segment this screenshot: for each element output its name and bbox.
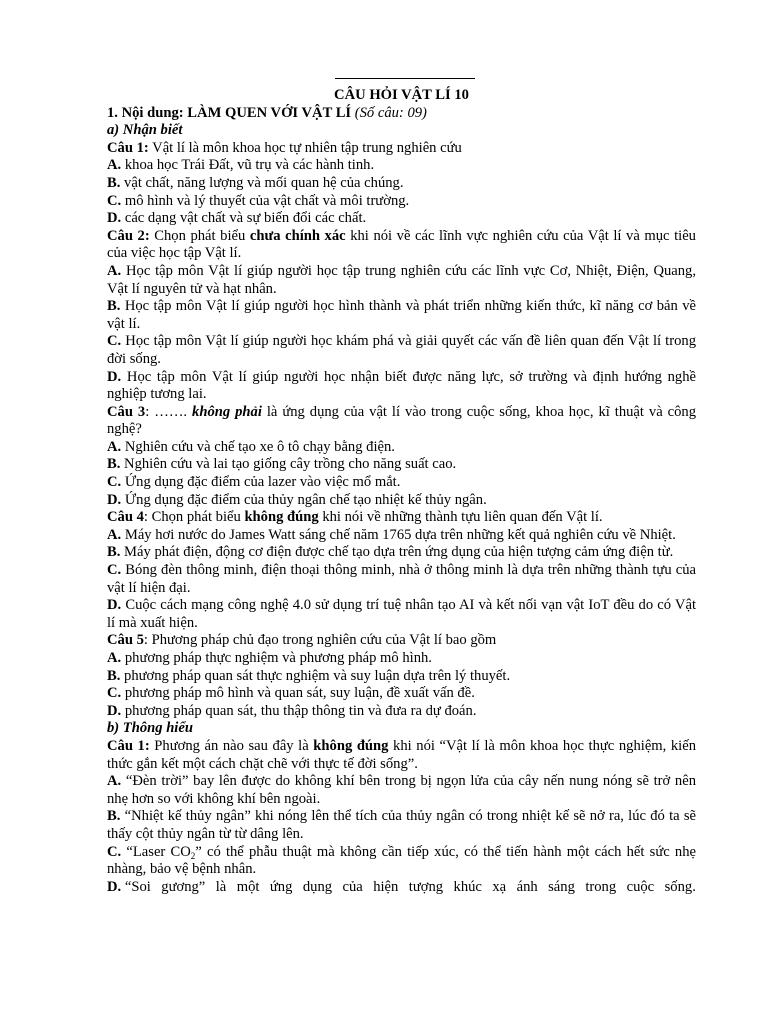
section-name: LÀM QUEN VỚI VẬT LÍ <box>187 104 352 121</box>
question-label: Câu 5 <box>107 632 144 649</box>
q1-option-d <box>107 210 696 228</box>
question-emphasis: không đúng <box>313 737 389 754</box>
question-text: Vật lí là môn khoa học tự nhiên tập trung nghiên cứu <box>148 139 462 156</box>
option-word: một <box>236 878 260 895</box>
option-text: phương pháp quan sát, thu thập thông tin và đưa ra dự đoán. <box>121 702 477 719</box>
option-key: C. <box>107 843 122 860</box>
question-emphasis: không phải <box>192 403 262 420</box>
question-label: Câu 4 <box>107 509 144 526</box>
section-heading <box>107 105 696 123</box>
option-text: Học tập môn Vật lí giúp người học hình thành và phát triển những kiến thức, kĩ năng cơ bản về vật lí. <box>107 298 696 332</box>
q1-option-c <box>107 193 696 211</box>
question-text: Chọn phát biểu <box>149 227 250 244</box>
question-text: khi nói “Vật lí là môn khoa học thực nghiệm, kiến thức gắn kết một cách chặt chẽ với thực tế đời sống”. <box>107 737 696 772</box>
option-key: A. <box>107 157 122 174</box>
option-key: B. <box>107 808 121 825</box>
option-word: sáng <box>548 878 575 895</box>
q4-option-a <box>107 527 696 545</box>
option-text: phương pháp mô hình và quan sát, suy luận, đề xuất vấn đề. <box>121 685 475 702</box>
option-key: B. <box>107 174 121 191</box>
q3-option-d <box>107 492 696 510</box>
question-text: khi nói về các lĩnh vực nghiên cứu của Vật lí và mục tiêu của việc học tập Vật lí. <box>107 227 696 262</box>
b1-option-a <box>107 773 696 808</box>
option-word: “Soi <box>124 878 151 895</box>
question-text: là ứng dụng của vật lí vào trong cuộc sống, khoa học, kĩ thuật và công nghệ? <box>107 403 697 438</box>
option-key: D. <box>107 491 122 508</box>
option-key: C. <box>107 474 122 491</box>
subscript: 2 <box>190 850 196 861</box>
option-word: trong <box>585 878 617 895</box>
part-b-heading: b) Thông hiểu <box>107 720 193 737</box>
option-text: Học tập môn Vật lí giúp người học nhận biết được năng lực, sở trường và định hướng nghề nghiệp tương lai. <box>107 368 696 403</box>
question-label: Câu 1: <box>107 139 149 156</box>
q1-option-b <box>107 175 696 193</box>
section-number: 1. Nội dung: <box>107 104 188 121</box>
option-key: B. <box>107 298 121 315</box>
option-text: Máy hơi nước do James Watt sáng chế năm 1765 dựa trên những kết quả nghiên cứu về Nhiệt. <box>121 526 676 543</box>
option-text: Bóng đèn thông minh, điện thoại thông minh, nhà ở thông minh là dựa trên những thành tựu của vật lí hiện đại. <box>107 562 696 596</box>
question-3 <box>107 404 696 439</box>
option-key: A. <box>107 438 122 455</box>
option-text: ” có thể phẫu thuật mà không cần tiếp xúc, có thể tiến hành một cách hết sức nhẹ nhàng, bảo vệ bệnh nhân. <box>107 843 696 878</box>
question-text: khi nói về những thành tựu liên quan đến Vật lí. <box>318 509 603 526</box>
option-key: D. <box>107 368 122 385</box>
q2-option-b <box>107 298 696 333</box>
question-emphasis: chưa chính xác <box>249 227 346 244</box>
b1-option-d <box>107 879 696 897</box>
option-word: tượng <box>408 878 444 895</box>
q3-option-c <box>107 474 696 492</box>
option-key: B. <box>107 667 121 684</box>
option-text: Máy phát điện, động cơ điện được chế tạo dựa trên ứng dụng của hiện tượng cảm ứng điện từ. <box>120 544 674 561</box>
option-key: D. <box>107 878 122 895</box>
question-label: Câu 1: <box>107 737 150 754</box>
option-key: A. <box>107 262 122 279</box>
question-1 <box>107 140 696 158</box>
question-text: : ……. <box>145 403 193 420</box>
q5-option-c <box>107 685 696 703</box>
option-word: ứng <box>269 878 293 895</box>
question-5 <box>107 632 696 650</box>
option-text: Nghiên cứu và chế tạo xe ô tô chạy bằng điện. <box>121 438 395 455</box>
header-rule <box>335 78 475 79</box>
option-word: của <box>342 878 363 895</box>
option-text: Học tập môn Vật lí giúp người học tập trung nghiên cứu các lĩnh vực Cơ, Nhiệt, Điện, Quang, Vật lí nguyên tử và hạt nhân. <box>107 262 696 297</box>
question-b1 <box>107 738 696 773</box>
question-4 <box>107 509 696 527</box>
document-body <box>107 78 696 896</box>
option-text: vật chất, năng lượng và mối quan hệ của chúng. <box>120 174 404 191</box>
option-key: A. <box>107 773 122 790</box>
b1-option-b <box>107 808 696 843</box>
q4-option-d <box>107 597 696 632</box>
option-text: phương pháp quan sát thực nghiệm và suy luận dựa trên lý thuyết. <box>120 667 511 684</box>
question-count: (Số câu: 09) <box>351 104 427 121</box>
q1-option-a <box>107 157 696 175</box>
option-text: “Đèn trời” bay lên được do không khí bên trong bị ngọn lửa của cây nến nung nóng sẽ trở nên nhẹ hơn so với không khí bên ngoài. <box>107 773 696 807</box>
b1-option-c <box>107 844 696 879</box>
option-key: B. <box>107 456 121 473</box>
option-key: C. <box>107 192 122 209</box>
option-text: “Laser CO <box>121 843 191 860</box>
question-label: Câu 3 <box>107 403 146 420</box>
option-text: phương pháp thực nghiệm và phương pháp mô hình. <box>121 650 432 666</box>
option-word: xạ <box>492 878 507 895</box>
q3-option-a <box>107 439 696 457</box>
option-word: cuộc <box>626 878 655 895</box>
question-text: Phương án nào sau đây là <box>149 737 314 754</box>
option-word: dụng <box>302 878 333 895</box>
option-word: hiện <box>373 878 399 895</box>
q4-option-c <box>107 562 696 597</box>
option-text: Cuộc cách mạng công nghệ 4.0 sử dụng trí tuệ nhân tạo AI và kết nối vạn vật IoT đều do có Vật lí mà xuất hiện. <box>107 597 696 631</box>
option-word: gương” <box>161 878 206 895</box>
option-key: C. <box>107 562 122 579</box>
option-text: mô hình và lý thuyết của vật chất và môi trường. <box>121 192 410 209</box>
option-d-first <box>107 879 151 897</box>
option-key: A. <box>107 526 122 543</box>
option-key: D. <box>107 210 122 227</box>
question-label: Câu 2: <box>107 227 150 244</box>
option-key: C. <box>107 333 122 350</box>
option-text: khoa học Trái Đất, vũ trụ và các hành tinh. <box>121 157 375 174</box>
q2-option-c <box>107 333 696 368</box>
option-word: là <box>215 878 227 895</box>
option-key: D. <box>107 702 122 719</box>
option-word: sống. <box>664 878 696 895</box>
q5-option-d <box>107 703 696 721</box>
q3-option-b <box>107 456 696 474</box>
part-a-heading: a) Nhận biết <box>107 122 183 139</box>
q5-option-b <box>107 668 696 686</box>
q2-option-d <box>107 369 696 404</box>
page-title: CÂU HỎI VẬT LÍ 10 <box>334 87 469 103</box>
q2-option-a <box>107 263 696 298</box>
option-text: các dạng vật chất và sự biến đổi các chất. <box>121 210 367 227</box>
option-key: A. <box>107 650 122 666</box>
option-word: khúc <box>453 878 482 895</box>
option-text: Ứng dụng đặc điểm của lazer vào việc mổ mắt. <box>121 474 401 491</box>
option-text: Ứng dụng đặc điểm của thủy ngân chế tạo nhiệt kế thủy ngân. <box>121 491 487 508</box>
q5-option-a <box>107 650 696 668</box>
question-text: : Phương pháp chủ đạo trong nghiên cứu của Vật lí bao gồm <box>143 632 497 649</box>
option-word: ánh <box>516 878 538 895</box>
question-emphasis: không đúng <box>244 509 319 526</box>
option-key: C. <box>107 685 122 702</box>
question-text: : Chọn phát biểu <box>143 509 245 526</box>
q4-option-b <box>107 544 696 562</box>
option-key: B. <box>107 544 121 561</box>
option-text: Học tập môn Vật lí giúp người học khám phá và giải quyết các vấn đề liên quan đến Vật lí trong đời sống. <box>107 333 696 367</box>
option-text: Nghiên cứu và lai tạo giống cây trồng cho năng suất cao. <box>120 456 457 473</box>
option-key: D. <box>107 597 122 614</box>
option-text: “Nhiệt kế thủy ngân” khi nóng lên thể tích của thủy ngân có trong nhiệt kế sẽ nở ra, lúc đó ta sẽ thấy cột thủy ngân từ từ dâng lên. <box>107 808 696 842</box>
question-2 <box>107 228 696 263</box>
